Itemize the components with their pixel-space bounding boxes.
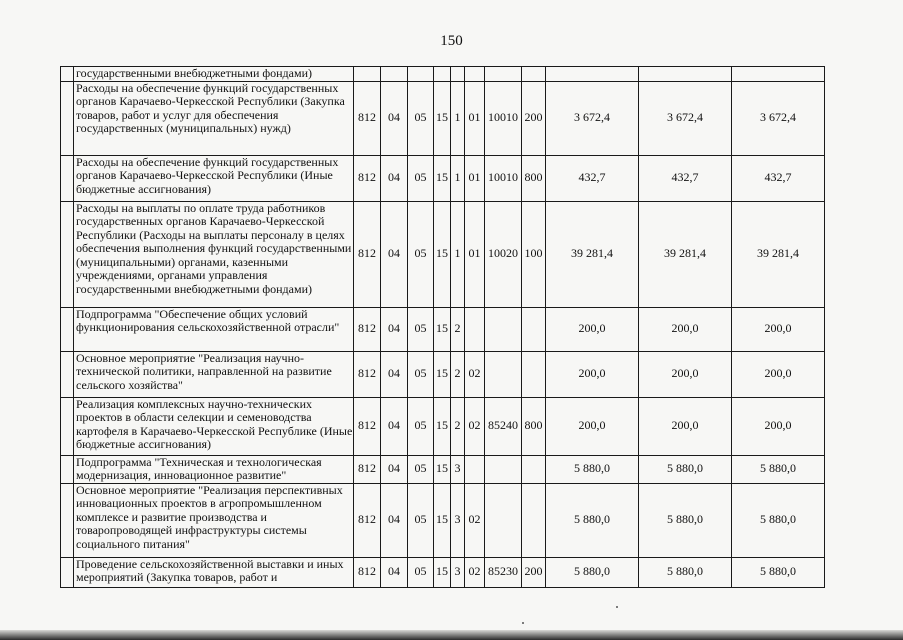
expense-type-cell [522, 455, 546, 483]
sum3-cell: 3 672,4 [732, 81, 825, 155]
table-row [61, 155, 825, 201]
event-cell [465, 67, 485, 82]
subprogram-cell: 3 [451, 455, 465, 483]
sum2-cell: 200,0 [639, 397, 732, 455]
program-cell: 15 [434, 155, 451, 201]
sum2-cell: 39 281,4 [639, 201, 732, 307]
table-row [61, 307, 825, 351]
ministry-cell: 812 [354, 351, 381, 397]
expense-name-cell: Основное мероприятие "Реализация научно-технической политики, направленной на развитие сельского хозяйства" [74, 351, 354, 397]
event-cell: 02 [465, 397, 485, 455]
subprogram-cell: 2 [451, 397, 465, 455]
ministry-cell: 812 [354, 557, 381, 587]
ministry-cell: 812 [354, 155, 381, 201]
section-cell: 04 [381, 557, 408, 587]
section-cell: 04 [381, 201, 408, 307]
section-cell: 04 [381, 155, 408, 201]
sum3-cell: 432,7 [732, 155, 825, 201]
expense-name-cell: Подпрограмма "Обеспечение общих условий функционирования сельскохозяйственной отрасли" [74, 307, 354, 351]
subprogram-cell: 3 [451, 483, 465, 557]
event-cell: 02 [465, 351, 485, 397]
direction-cell [485, 351, 522, 397]
expense-type-cell [522, 307, 546, 351]
sum1-cell [546, 67, 639, 82]
expense-name-cell: Расходы на выплаты по оплате труда работников государственных органов Карачаево-Черкесской Республики (Расходы на выплаты персоналу в целях обеспечения выполнения функций государственными (муниципальными) органами, казенными учреждениями, органами управления государственными внебюджетными фондами) [74, 201, 354, 307]
sum2-cell: 200,0 [639, 307, 732, 351]
sum2-cell [639, 67, 732, 82]
sum2-cell: 3 672,4 [639, 81, 732, 155]
program-cell [434, 67, 451, 82]
section-cell: 04 [381, 351, 408, 397]
event-cell: 01 [465, 155, 485, 201]
row-marker-cell [61, 455, 74, 483]
direction-cell [485, 307, 522, 351]
subprogram-cell [451, 67, 465, 82]
program-cell: 15 [434, 351, 451, 397]
program-cell: 15 [434, 455, 451, 483]
table-row [61, 455, 825, 483]
subsection-cell: 05 [408, 155, 434, 201]
expense-type-cell [522, 67, 546, 82]
sum3-cell: 5 880,0 [732, 557, 825, 587]
section-cell: 04 [381, 483, 408, 557]
expense-type-cell [522, 483, 546, 557]
ministry-cell: 812 [354, 397, 381, 455]
subsection-cell: 05 [408, 397, 434, 455]
expense-type-cell: 200 [522, 81, 546, 155]
ministry-cell: 812 [354, 81, 381, 155]
program-cell: 15 [434, 483, 451, 557]
program-cell: 15 [434, 307, 451, 351]
row-marker-cell [61, 201, 74, 307]
row-marker-cell [61, 351, 74, 397]
direction-cell [485, 455, 522, 483]
table-row [61, 81, 825, 155]
sum3-cell: 200,0 [732, 397, 825, 455]
scan-edge [0, 630, 903, 640]
expense-type-cell [522, 351, 546, 397]
sum3-cell: 39 281,4 [732, 201, 825, 307]
sum1-cell: 200,0 [546, 397, 639, 455]
expense-name-cell: Расходы на обеспечение функций государственных органов Карачаево-Черкесской Республики (Закупка товаров, работ и услуг для обеспечения государственных (муниципальных) нужд) [74, 81, 354, 155]
row-marker-cell [61, 155, 74, 201]
subsection-cell: 05 [408, 81, 434, 155]
subprogram-cell: 1 [451, 81, 465, 155]
expense-name-cell: Подпрограмма "Техническая и технологическая модернизация, инновационное развитие" [74, 455, 354, 483]
budget-table [60, 66, 825, 588]
subsection-cell: 05 [408, 307, 434, 351]
table-row [61, 483, 825, 557]
section-cell [381, 67, 408, 82]
subsection-cell: 05 [408, 351, 434, 397]
event-cell: 01 [465, 81, 485, 155]
table-row [61, 351, 825, 397]
subprogram-cell: 3 [451, 557, 465, 587]
ministry-cell: 812 [354, 201, 381, 307]
expense-name-cell: Основное мероприятие "Реализация перспективных инновационных проектов в агропромышленном комплексе и развитие производства и товаропроводящей инфраструктуры системы социального питания" [74, 483, 354, 557]
program-cell: 15 [434, 201, 451, 307]
expense-name-cell: Расходы на обеспечение функций государственных органов Карачаево-Черкесской Республики (Иные бюджетные ассигнования) [74, 155, 354, 201]
subsection-cell: 05 [408, 483, 434, 557]
subprogram-cell: 1 [451, 201, 465, 307]
table-row [61, 67, 825, 82]
expense-type-cell: 800 [522, 155, 546, 201]
expense-name-cell: государственными внебюджетными фондами) [74, 67, 354, 82]
section-cell: 04 [381, 455, 408, 483]
ministry-cell: 812 [354, 455, 381, 483]
ministry-cell: 812 [354, 307, 381, 351]
event-cell [465, 307, 485, 351]
sum1-cell: 432,7 [546, 155, 639, 201]
sum1-cell: 3 672,4 [546, 81, 639, 155]
sum3-cell: 200,0 [732, 307, 825, 351]
expense-name-cell: Реализация комплексных научно-технических проектов в области селекции и семеноводства картофеля в Карачаево-Черкесской Республике (Иные бюджетные ассигнования) [74, 397, 354, 455]
direction-cell [485, 483, 522, 557]
row-marker-cell [61, 81, 74, 155]
section-cell: 04 [381, 397, 408, 455]
ministry-cell [354, 67, 381, 82]
section-cell: 04 [381, 307, 408, 351]
sum1-cell: 200,0 [546, 307, 639, 351]
sum2-cell: 5 880,0 [639, 455, 732, 483]
sum2-cell: 432,7 [639, 155, 732, 201]
event-cell: 02 [465, 483, 485, 557]
subsection-cell: 05 [408, 455, 434, 483]
subprogram-cell: 2 [451, 307, 465, 351]
direction-cell: 10010 [485, 81, 522, 155]
table-row [61, 397, 825, 455]
direction-cell: 10010 [485, 155, 522, 201]
sum3-cell: 5 880,0 [732, 455, 825, 483]
program-cell: 15 [434, 557, 451, 587]
expense-name-cell: Проведение сельскохозяйственной выставки и иных мероприятий (Закупка товаров, работ и [74, 557, 354, 587]
row-marker-cell [61, 483, 74, 557]
sum2-cell: 5 880,0 [639, 557, 732, 587]
subsection-cell: 05 [408, 557, 434, 587]
subsection-cell [408, 67, 434, 82]
sum1-cell: 5 880,0 [546, 455, 639, 483]
section-cell: 04 [381, 81, 408, 155]
program-cell: 15 [434, 397, 451, 455]
table-row [61, 557, 825, 587]
subprogram-cell: 1 [451, 155, 465, 201]
sum1-cell: 5 880,0 [546, 483, 639, 557]
expense-type-cell: 100 [522, 201, 546, 307]
event-cell [465, 455, 485, 483]
direction-cell: 85240 [485, 397, 522, 455]
row-marker-cell [61, 307, 74, 351]
sum2-cell: 5 880,0 [639, 483, 732, 557]
table-row [61, 201, 825, 307]
direction-cell: 10020 [485, 201, 522, 307]
sum3-cell [732, 67, 825, 82]
sum3-cell: 200,0 [732, 351, 825, 397]
scan-speck [522, 622, 524, 624]
program-cell: 15 [434, 81, 451, 155]
sum2-cell: 200,0 [639, 351, 732, 397]
ministry-cell: 812 [354, 483, 381, 557]
subsection-cell: 05 [408, 201, 434, 307]
direction-cell: 85230 [485, 557, 522, 587]
sum3-cell: 5 880,0 [732, 483, 825, 557]
event-cell: 01 [465, 201, 485, 307]
sum1-cell: 39 281,4 [546, 201, 639, 307]
event-cell: 02 [465, 557, 485, 587]
page-number: 150 [440, 33, 463, 49]
scan-speck [616, 606, 618, 608]
subprogram-cell: 2 [451, 351, 465, 397]
sum1-cell: 5 880,0 [546, 557, 639, 587]
row-marker-cell [61, 397, 74, 455]
row-marker-cell [61, 557, 74, 587]
row-marker-cell [61, 67, 74, 82]
expense-type-cell: 800 [522, 397, 546, 455]
direction-cell [485, 67, 522, 82]
sum1-cell: 200,0 [546, 351, 639, 397]
expense-type-cell: 200 [522, 557, 546, 587]
